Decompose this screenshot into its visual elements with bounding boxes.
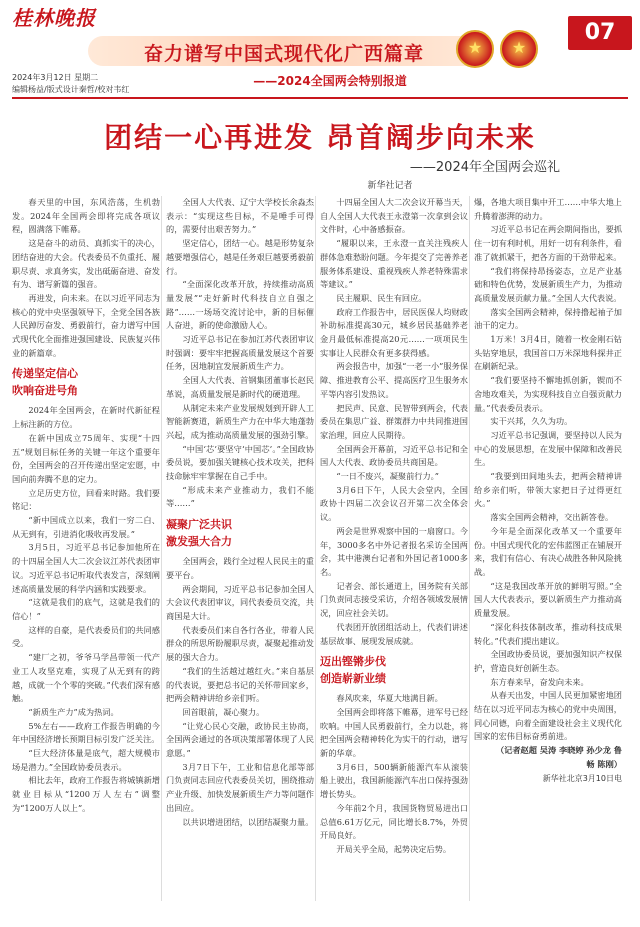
issue-date: 2024年3月12日 星期二	[12, 73, 99, 82]
article-subheadline: ——2024年全国两会巡礼	[409, 160, 560, 175]
paragraph: 东方春来早，奋发向未来。	[490, 676, 589, 687]
paragraph: 坚定信心，团结一心。越是形势复杂越要增强信心，越是任务艰巨越要勇毅前行。	[166, 238, 314, 276]
section-heading: 凝聚广泛共识	[166, 518, 232, 532]
paragraph: 习近平总书记在参加江苏代表团审议时强调：要牢牢把握高质量发展这个首要任务，因地制宜发展新质生产力。	[166, 334, 314, 372]
paragraph: 全国两会，践行全过程人民民主的重要平台。	[166, 556, 314, 580]
paragraph: 全国两会开幕前，习近平总书记和全国人大代表、政协委员共商国是。	[320, 443, 468, 468]
paragraph: “建厂之初，爷爷马学昌带领一代产业工人攻坚克难，实现了从无到有的跨越，成就一个个零的突破。”代表们深有感触。	[12, 652, 160, 704]
paragraph: 落实全国两会精神，交出新答卷。	[490, 512, 614, 523]
article-column-1	[12, 196, 160, 901]
paragraph: 相比去年，政府工作报告将城镇新增就业目标从“1200万人左右”调整为“1200万人以上”。	[12, 775, 160, 813]
paragraph: 以共识增进团结，以团结凝聚力量。	[182, 816, 314, 827]
paragraph: 在新中国成立75周年、实现“十四五”规划目标任务的关键一年这个重要年份，全国两会的召开传递出坚定宏愿，中国向前奔腾不息的定力。	[12, 432, 160, 484]
paragraph: “让党心民心交融，政协民主协商，全国两会通过的各项决策部署体现了人民意愿。”	[166, 720, 314, 759]
article-column-4	[474, 196, 622, 901]
paragraph: 十四届全国人大二次会议开幕当天，自人全国人大代表王永澄第一次拿到会议文件时，心中备感振奋。	[320, 197, 468, 235]
paragraph: “这是我国改革开放的鲜明写照。”全国人大代表表示，要以新质生产力推动高质量发展。	[474, 580, 622, 619]
paragraph: 3月6日，500辆新能源汽车从滚装船上驶出，我国新能源汽车出口保持强劲增长势头。	[320, 761, 468, 800]
paragraph: 立足历史方位，回看来时路。我们要铭记：	[12, 487, 160, 512]
paragraph: “履职以来，王永澄一直关注残疾人群体急难愁盼问题。今年提交了完善养老服务体系建设、重视残疾人养老特殊需求等建议。”	[320, 238, 468, 290]
paragraph: 回首眼前，凝心聚力。	[182, 706, 265, 717]
paragraph: “中国‘芯’要坚守‘中国芯’。”全国政协委员说，要加强关键核心技术攻关，把科技命脉牢牢掌握在自己手中。	[166, 443, 314, 482]
paragraph: 两会期间，习近平总书记参加全国人大会议代表团审议，同代表委员交流，共商国是大计。	[166, 583, 314, 621]
column-divider	[315, 196, 316, 901]
paragraph: 这样的自豪，是代表委员们的共同感受。	[12, 624, 160, 649]
article-byline: 新华社记者	[367, 181, 413, 191]
paragraph: “一日不废兴，凝聚前行力。”	[336, 471, 439, 482]
paragraph: “形成未来产业推动力，我们不能等……”	[166, 484, 314, 509]
column-divider	[161, 196, 162, 901]
newspaper-logo: 桂林晚报	[12, 6, 96, 30]
column-divider	[469, 196, 470, 901]
paragraph: 代表委员们来自各行各业，带着人民群众的所思所盼履职尽责，凝聚起推动发展的强大合力。	[166, 624, 314, 663]
paragraph: “新质生产力”成为热词。	[28, 706, 119, 717]
masthead-divider	[12, 97, 628, 99]
section-subtitle: ——2024全国两会特别报道	[253, 74, 407, 88]
paragraph: 把民声、民意、民智带到两会，代表委员在集思广益、群策群力中共同推进国家治理，回应人民期待。	[320, 402, 468, 440]
paragraph: 习近平总书记强调，要坚持以人民为中心的发展思想，在发展中保障和改善民生。	[474, 429, 622, 468]
section-heading: 吹响奋进号角	[12, 384, 78, 398]
paragraph: 民主履职、民生有回应。	[336, 292, 427, 303]
paragraph: 2024年全国两会，在新时代新征程上标注新的方位。	[12, 405, 160, 430]
paragraph: 从春天出发，中国人民更加紧密地团结在以习近平同志为核心的党中央周围，同心同德，向着全面建设社会主义现代化国家的宏伟目标奋勇前进。	[474, 690, 622, 742]
reporter-credit: （记者赵超 吴涛 李晓婷 孙少龙 鲁畅 陈刚）	[495, 745, 622, 769]
paragraph: 两会报告中，加强“一老一小”服务保障、推进教育公平、提高医疗卫生服务水平等内容引发热议。	[320, 361, 468, 399]
paragraph: 政府工作报告中，居民医保人均财政补助标准提高30元，城乡居民基础养老金月最低标准提高20元……一项项民生实事让人民群众有更多获得感。	[320, 306, 468, 358]
section-heading: 创造崭新业绩	[320, 672, 386, 686]
paragraph: “我们将保持昂扬姿态，立足产业基础和特色优势，发展新质生产力，为推动高质量发展贡献力量。”全国人大代表说。	[474, 265, 622, 303]
section-banner: 奋力谱写中国式现代化广西篇章	[143, 43, 424, 65]
paragraph: “巨大经济体量是底气，超大规模市场是潜力。”全国政协委员表示。	[12, 748, 160, 772]
paragraph: 代表团开放团组活动上，代表们讲述基层故事、展现发展成就。	[320, 621, 468, 646]
paragraph: 3月5日，习近平总书记参加他所在的十四届全国人大二次会议江苏代表团审议。习近平总书记听取代表发言，深刻阐述高质量发展的科学内涵和实践要求。	[12, 542, 160, 594]
paragraph: 落实全国两会精神，保持撸起袖子加油干的定力。	[474, 306, 622, 331]
paragraph: 从制定未来产业发展规划到开辟人工智能新赛道，新质生产力在中华大地蓬勃兴起，成为推动高质量发展的强劲引擎。	[166, 402, 314, 440]
paragraph: 5%左右——政府工作报告明确的今年中国经济增长预期目标引发广泛关注。	[12, 720, 160, 745]
paragraph: 3月7日下午，工业和信息化部等部门负责同志回应代表委员关切，围绕推动产业升级、加快发展新质生产力等问题作出回应。	[166, 761, 314, 813]
paragraph: 全国政协委员说，要加强知识产权保护，营造良好创新生态。	[474, 649, 622, 673]
article-headline: 团结一心再进发 昂首阔步向未来	[104, 121, 536, 154]
paragraph: 两会是世界观察中国的一扇窗口。今年，3000多名中外记者报名采访全国两会，其中港澳台记者和外国记者1000多名。	[320, 525, 468, 577]
paragraph: “深化科技体制改革，推动科技成果转化。”代表们提出建议。	[474, 621, 622, 646]
paragraph: 记者会、部长通道上，国务院有关部门负责同志接受采访，介绍各领域发展情况，回应社会关切。	[320, 580, 468, 619]
paragraph: 这是奋斗的动员、真抓实干的决心，团结奋进的大会。代表委员不负重托、履职尽责、求真务实，发出砥砺奋进、奋发有为、谱写新篇的强音。	[12, 238, 160, 290]
section-heading: 迈出铿锵步伐	[320, 655, 386, 669]
editor-credits: 编辑杨益/版式设计秦哲/校对韦红	[12, 85, 130, 94]
party-emblem-icon: ★	[456, 30, 494, 68]
national-emblem-icon: ★	[500, 30, 538, 68]
paragraph: “新中国成立以来，我们一穷二白、从无到有，引进消化吸收再发展。”	[12, 515, 160, 539]
paragraph: 开局关乎全局，起势决定后势。	[336, 843, 452, 854]
page-number: 07	[568, 16, 632, 50]
section-heading: 传递坚定信心	[12, 367, 78, 381]
paragraph: 春天里的中国，东风浩荡，生机勃发。2024年全国两会即将完成各项议程，圆满落下帷幕。	[12, 197, 160, 235]
dateline: 新华社北京3月10日电	[542, 773, 622, 783]
paragraph: 全国人大代表、辽宁大学校长余淼杰表示：“实现这些目标，不是唾手可得的，需要付出艰苦努力。”	[166, 197, 314, 235]
paragraph: 1万米！3月4日，随着一枚金刚石钻头钻穿地层，我国首口万米深地科探井正在刷新纪录。	[474, 334, 622, 372]
paragraph: 今年前2个月，我国货物贸易进出口总值6.61万亿元，同比增长8.7%，外贸开局良好。	[320, 802, 468, 841]
paragraph: 实干兴邦，久久为功。	[490, 416, 573, 427]
paragraph: “全面深化改革开放，持续推动高质量发展”“走好新时代科技自立自强之路”……一场场交流讨论中，新的目标催人奋进，新的使命激励人心。	[166, 279, 314, 331]
article-column-2	[166, 196, 314, 901]
paragraph: 爆，各地大项目集中开工……中华大地上升腾着澎湃的动力。	[474, 197, 622, 221]
paragraph: “这就是我们的底气，这就是我们的信心！”	[12, 597, 160, 621]
paragraph: 全国人大代表、首钢集团董事长赵民革说，高质量发展是新时代的硬道理。	[166, 375, 314, 399]
paragraph: “我要到田间地头去，把两会精神讲给乡亲们听，带领大家把日子过得更红火。”	[474, 471, 622, 509]
paragraph: “我们要坚持不懈地抓创新，锲而不舍地攻难关，为实现科技自立自强贡献力量。”代表委员表示。	[474, 375, 622, 413]
paragraph: 习近平总书记在两会期间指出，要抓住一切有利时机，用好一切有利条件，看准了就抓紧干，把各方面的干劲带起来。	[474, 224, 622, 262]
paragraph: 今年是全面深化改革又一个重要年份。中国式现代化的宏伟蓝图正在铺展开来，我们有信心、有决心战胜各种风险挑战。	[474, 525, 622, 577]
article-column-3	[320, 196, 468, 901]
banner-background	[88, 36, 480, 66]
paragraph: “我们的生活越过越红火。”来自基层的代表说，要把总书记的关怀带回家乡，把两会精神讲给乡亲们听。	[166, 665, 314, 704]
paragraph: 3月6日下午，人民大会堂内，全国政协十四届二次会议召开第二次全体会议。	[320, 484, 468, 523]
paragraph: 春风吹来，华夏大地满目新。	[336, 693, 443, 704]
section-heading: 激发强大合力	[166, 535, 232, 549]
paragraph: 再进发，向未来。在以习近平同志为核心的党中央坚强领导下，全党全国各族人民踔厉奋发、勇毅前行，奋力谱写中国式现代化全面推进强国建设、民族复兴伟业的新篇章。	[12, 292, 160, 358]
paragraph: 全国两会即将落下帷幕，进军号已经吹响。中国人民勇毅前行，全力以赴，将把全国两会精神转化为实干的行动，谱写新的华章。	[320, 706, 468, 759]
masthead	[0, 0, 640, 112]
